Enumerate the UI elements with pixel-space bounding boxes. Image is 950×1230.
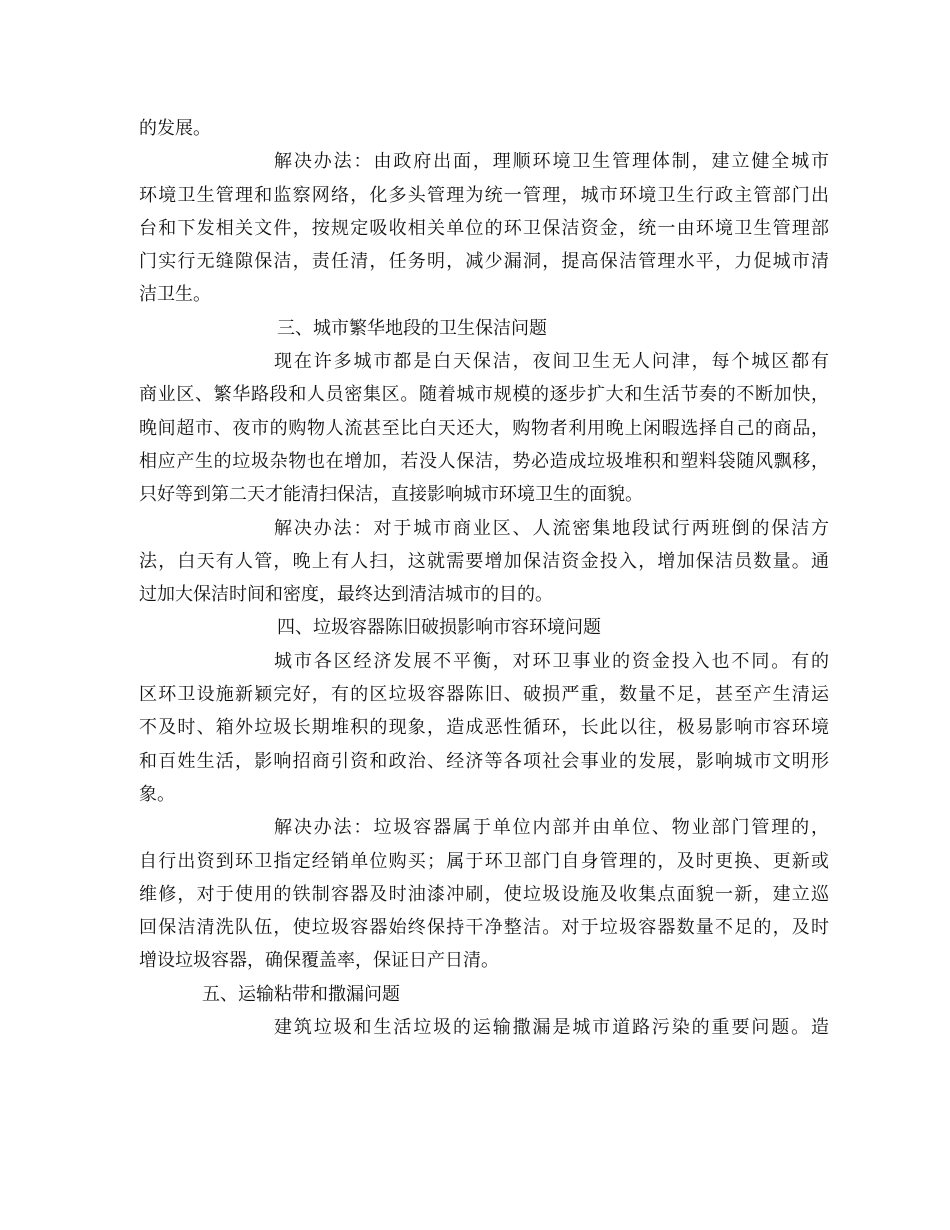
paragraph-line: 商业区、繁华路段和人员密集区。随着城市规模的逐步扩大和生活节奏的不断加快， — [139, 384, 829, 406]
paragraph-line: 自行出资到环卫指定经销单位购买；属于环卫部门自身管理的，及时更换、更新或 — [139, 850, 829, 872]
section-heading: 三、城市繁华地段的卫生保洁问题 — [277, 317, 547, 339]
paragraph-line: 解决办法：垃圾容器属于单位内部并由单位、物业部门管理的， — [274, 817, 829, 839]
paragraph-line: 区环卫设施新颖完好，有的区垃圾容器陈旧、破损严重，数量不足，甚至产生清运 — [139, 684, 829, 706]
paragraph-line: 回保洁清洗队伍，使垃圾容器始终保持干净整洁。对于垃圾容器数量不足的，及时 — [139, 917, 829, 939]
paragraph-line: 象。 — [139, 783, 175, 805]
section-heading: 四、垃圾容器陈旧破损影响市容环境问题 — [277, 617, 601, 639]
paragraph-line: 城市各区经济发展不平衡，对环卫事业的资金投入也不同。有的 — [274, 650, 829, 672]
paragraph-line: 法，白天有人管，晚上有人扫，这就需要增加保洁资金投入，增加保洁员数量。通 — [139, 550, 829, 572]
paragraph-line: 增设垃圾容器，确保覆盖率，保证日产日清。 — [139, 950, 499, 972]
paragraph-line: 不及时、箱外垃圾长期堆积的现象，造成恶性循环，长此以往，极易影响市容环境 — [139, 717, 829, 739]
paragraph-line: 晚间超市、夜市的购物人流甚至比白天还大，购物者利用晚上闲暇选择自己的商品， — [139, 417, 829, 439]
document-body — [139, 112, 829, 1044]
paragraph-line: 解决办法：由政府出面，理顺环境卫生管理体制，建立健全城市 — [274, 151, 829, 173]
paragraph-line: 门实行无缝隙保洁，责任清，任务明，减少漏洞，提高保洁管理水平，力促城市清 — [139, 251, 829, 273]
section-heading: 五、运输粘带和撒漏问题 — [202, 983, 400, 1005]
paragraph-line: 解决办法：对于城市商业区、人流密集地段试行两班倒的保洁方 — [274, 517, 829, 539]
paragraph-line: 环境卫生管理和监察网络，化多头管理为统一管理，城市环境卫生行政主管部门出 — [139, 184, 829, 206]
paragraph-line: 过加大保洁时间和密度，最终达到清洁城市的目的。 — [139, 584, 553, 606]
paragraph-line: 和百姓生活，影响招商引资和政治、经济等各项社会事业的发展，影响城市文明形 — [139, 750, 829, 772]
paragraph-line: 建筑垃圾和生活垃圾的运输撒漏是城市道路污染的重要问题。造 — [274, 1017, 829, 1039]
paragraph-line: 相应产生的垃圾杂物也在增加，若没人保洁，势必造成垃圾堆积和塑料袋随风飘移， — [139, 450, 829, 472]
paragraph-line: 维修，对于使用的铁制容器及时油漆冲刷，使垃圾设施及收集点面貌一新，建立巡 — [139, 883, 829, 905]
paragraph-line: 的发展。 — [139, 118, 211, 139]
paragraph-line: 洁卫生。 — [139, 284, 211, 306]
paragraph-line: 台和下发相关文件，按规定吸收相关单位的环卫保洁资金，统一由环境卫生管理部 — [139, 217, 829, 239]
paragraph-line: 只好等到第二天才能清扫保洁，直接影响城市环境卫生的面貌。 — [139, 484, 643, 506]
paragraph-line: 现在许多城市都是白天保洁，夜间卫生无人问津，每个城区都有 — [274, 351, 829, 373]
